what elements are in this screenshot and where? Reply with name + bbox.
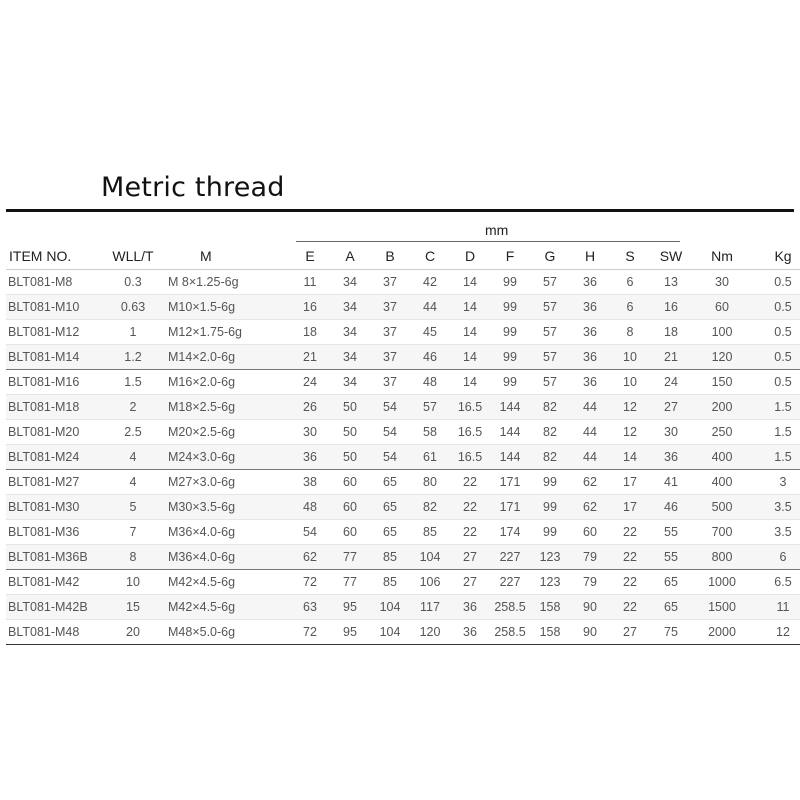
cell-m: M 8×1.25-6g [164,270,290,295]
cell-b: 65 [370,470,410,495]
cell-e: 72 [290,620,330,645]
cell-b: 37 [370,370,410,395]
cell-s: 8 [610,320,650,345]
cell-nm: 60 [692,295,752,320]
cell-sw: 65 [650,570,692,595]
cell-a: 60 [330,495,370,520]
cell-d: 14 [450,370,490,395]
cell-d: 16.5 [450,445,490,470]
cell-item-no: BLT081-M48 [6,620,102,645]
cell-c: 48 [410,370,450,395]
cell-s: 10 [610,345,650,370]
cell-s: 17 [610,495,650,520]
cell-wll: 5 [102,495,164,520]
cell-c: 120 [410,620,450,645]
cell-d: 14 [450,345,490,370]
cell-h: 60 [570,520,610,545]
header-g: G [530,243,570,270]
cell-kg: 0.5 [752,320,800,345]
cell-s: 17 [610,470,650,495]
cell-kg: 0.5 [752,270,800,295]
cell-c: 85 [410,520,450,545]
cell-g: 57 [530,320,570,345]
header-kg: Kg [752,243,800,270]
table-row [6,445,800,470]
cell-e: 62 [290,545,330,570]
cell-m: M20×2.5-6g [164,420,290,445]
cell-nm: 100 [692,320,752,345]
cell-b: 104 [370,595,410,620]
cell-h: 62 [570,470,610,495]
title-divider [6,209,794,212]
header-b: B [370,243,410,270]
cell-h: 36 [570,320,610,345]
cell-kg: 0.5 [752,295,800,320]
cell-item-no: BLT081-M42B [6,595,102,620]
page-title: Metric thread [101,172,285,203]
cell-wll: 15 [102,595,164,620]
cell-a: 95 [330,595,370,620]
cell-sw: 36 [650,445,692,470]
cell-c: 45 [410,320,450,345]
cell-h: 90 [570,620,610,645]
cell-s: 22 [610,545,650,570]
cell-f: 144 [490,445,530,470]
cell-f: 144 [490,395,530,420]
cell-f: 174 [490,520,530,545]
cell-s: 12 [610,420,650,445]
cell-g: 158 [530,620,570,645]
cell-wll: 0.3 [102,270,164,295]
cell-a: 34 [330,295,370,320]
cell-m: M10×1.5-6g [164,295,290,320]
cell-b: 104 [370,620,410,645]
cell-h: 79 [570,570,610,595]
cell-sw: 55 [650,520,692,545]
cell-f: 99 [490,320,530,345]
header-m: M [164,243,290,270]
cell-m: M36×4.0-6g [164,545,290,570]
cell-item-no: BLT081-M16 [6,370,102,395]
cell-sw: 24 [650,370,692,395]
cell-kg: 0.5 [752,370,800,395]
cell-b: 85 [370,570,410,595]
cell-item-no: BLT081-M14 [6,345,102,370]
cell-f: 99 [490,345,530,370]
cell-nm: 150 [692,370,752,395]
cell-s: 6 [610,270,650,295]
cell-e: 11 [290,270,330,295]
cell-nm: 700 [692,520,752,545]
cell-d: 27 [450,570,490,595]
cell-b: 37 [370,270,410,295]
cell-d: 36 [450,620,490,645]
header-nm: Nm [692,243,752,270]
cell-g: 57 [530,295,570,320]
cell-e: 30 [290,420,330,445]
unit-group-label: mm [485,222,509,238]
table-row [6,470,800,495]
cell-s: 10 [610,370,650,395]
cell-c: 61 [410,445,450,470]
cell-wll: 8 [102,545,164,570]
cell-e: 38 [290,470,330,495]
cell-f: 99 [490,370,530,395]
cell-kg: 1.5 [752,445,800,470]
header-c: C [410,243,450,270]
header-e: E [290,243,330,270]
cell-h: 36 [570,345,610,370]
cell-f: 227 [490,570,530,595]
cell-g: 123 [530,545,570,570]
cell-nm: 400 [692,470,752,495]
cell-nm: 200 [692,395,752,420]
cell-c: 117 [410,595,450,620]
table-row [6,520,800,545]
cell-h: 36 [570,370,610,395]
cell-a: 77 [330,570,370,595]
cell-kg: 1.5 [752,395,800,420]
cell-a: 60 [330,520,370,545]
cell-b: 37 [370,345,410,370]
cell-sw: 16 [650,295,692,320]
cell-c: 104 [410,545,450,570]
cell-kg: 11 [752,595,800,620]
table-row [6,295,800,320]
cell-m: M42×4.5-6g [164,570,290,595]
cell-d: 14 [450,295,490,320]
cell-a: 77 [330,545,370,570]
cell-c: 46 [410,345,450,370]
cell-m: M48×5.0-6g [164,620,290,645]
cell-b: 54 [370,395,410,420]
header-sw: SW [650,243,692,270]
cell-wll: 2.5 [102,420,164,445]
cell-a: 34 [330,320,370,345]
cell-m: M36×4.0-6g [164,520,290,545]
cell-item-no: BLT081-M42 [6,570,102,595]
cell-b: 37 [370,320,410,345]
cell-kg: 6.5 [752,570,800,595]
cell-a: 50 [330,395,370,420]
cell-sw: 27 [650,395,692,420]
cell-item-no: BLT081-M36 [6,520,102,545]
cell-g: 82 [530,445,570,470]
cell-g: 82 [530,395,570,420]
cell-f: 144 [490,420,530,445]
cell-item-no: BLT081-M36B [6,545,102,570]
cell-sw: 75 [650,620,692,645]
cell-e: 18 [290,320,330,345]
cell-f: 99 [490,295,530,320]
cell-g: 99 [530,520,570,545]
cell-nm: 1500 [692,595,752,620]
cell-m: M14×2.0-6g [164,345,290,370]
cell-sw: 46 [650,495,692,520]
cell-d: 22 [450,520,490,545]
cell-f: 258.5 [490,620,530,645]
table-row [6,620,800,645]
cell-b: 54 [370,445,410,470]
header-a: A [330,243,370,270]
cell-item-no: BLT081-M10 [6,295,102,320]
cell-a: 34 [330,370,370,395]
cell-wll: 20 [102,620,164,645]
cell-wll: 1 [102,320,164,345]
cell-nm: 400 [692,445,752,470]
cell-f: 171 [490,495,530,520]
cell-kg: 0.5 [752,345,800,370]
cell-b: 65 [370,520,410,545]
cell-e: 54 [290,520,330,545]
table-row [6,545,800,570]
cell-item-no: BLT081-M12 [6,320,102,345]
cell-d: 14 [450,270,490,295]
cell-g: 82 [530,420,570,445]
cell-a: 95 [330,620,370,645]
cell-wll: 10 [102,570,164,595]
cell-wll: 4 [102,470,164,495]
cell-e: 24 [290,370,330,395]
cell-item-no: BLT081-M30 [6,495,102,520]
cell-nm: 800 [692,545,752,570]
cell-sw: 55 [650,545,692,570]
cell-nm: 250 [692,420,752,445]
cell-c: 58 [410,420,450,445]
cell-d: 16.5 [450,395,490,420]
metric-thread-table [6,243,800,645]
cell-m: M42×4.5-6g [164,595,290,620]
cell-g: 99 [530,470,570,495]
cell-a: 60 [330,470,370,495]
cell-c: 82 [410,495,450,520]
cell-wll: 0.63 [102,295,164,320]
table-row [6,270,800,295]
cell-item-no: BLT081-M8 [6,270,102,295]
cell-c: 57 [410,395,450,420]
cell-h: 44 [570,420,610,445]
cell-nm: 1000 [692,570,752,595]
cell-wll: 7 [102,520,164,545]
cell-wll: 2 [102,395,164,420]
cell-m: M30×3.5-6g [164,495,290,520]
table-row [6,320,800,345]
table-row [6,370,800,395]
cell-h: 90 [570,595,610,620]
cell-m: M18×2.5-6g [164,395,290,420]
cell-g: 99 [530,495,570,520]
cell-nm: 2000 [692,620,752,645]
cell-d: 27 [450,545,490,570]
cell-s: 27 [610,620,650,645]
cell-d: 14 [450,320,490,345]
cell-kg: 3.5 [752,520,800,545]
cell-kg: 3 [752,470,800,495]
cell-g: 158 [530,595,570,620]
cell-kg: 12 [752,620,800,645]
unit-group-rule [296,241,680,242]
table-header-row [6,243,800,270]
cell-m: M24×3.0-6g [164,445,290,470]
cell-sw: 18 [650,320,692,345]
cell-sw: 13 [650,270,692,295]
cell-s: 14 [610,445,650,470]
header-item-no: ITEM NO. [6,243,102,270]
cell-g: 57 [530,270,570,295]
cell-item-no: BLT081-M20 [6,420,102,445]
cell-s: 12 [610,395,650,420]
header-s: S [610,243,650,270]
cell-kg: 6 [752,545,800,570]
cell-g: 123 [530,570,570,595]
cell-wll: 4 [102,445,164,470]
cell-f: 258.5 [490,595,530,620]
cell-g: 57 [530,345,570,370]
header-d: D [450,243,490,270]
table-row [6,595,800,620]
cell-d: 36 [450,595,490,620]
cell-f: 171 [490,470,530,495]
cell-m: M16×2.0-6g [164,370,290,395]
cell-d: 16.5 [450,420,490,445]
cell-kg: 1.5 [752,420,800,445]
table-row [6,495,800,520]
cell-a: 50 [330,420,370,445]
cell-h: 36 [570,270,610,295]
cell-e: 16 [290,295,330,320]
cell-h: 44 [570,395,610,420]
cell-sw: 41 [650,470,692,495]
cell-e: 26 [290,395,330,420]
cell-b: 37 [370,295,410,320]
cell-nm: 120 [692,345,752,370]
cell-b: 85 [370,545,410,570]
cell-c: 80 [410,470,450,495]
cell-e: 21 [290,345,330,370]
cell-a: 34 [330,270,370,295]
cell-e: 36 [290,445,330,470]
cell-sw: 65 [650,595,692,620]
cell-d: 22 [450,470,490,495]
cell-h: 36 [570,295,610,320]
cell-nm: 500 [692,495,752,520]
cell-item-no: BLT081-M24 [6,445,102,470]
cell-sw: 30 [650,420,692,445]
cell-s: 22 [610,520,650,545]
header-h: H [570,243,610,270]
cell-m: M12×1.75-6g [164,320,290,345]
cell-f: 99 [490,270,530,295]
table-body [6,270,800,645]
cell-e: 63 [290,595,330,620]
cell-nm: 30 [692,270,752,295]
cell-item-no: BLT081-M18 [6,395,102,420]
header-f: F [490,243,530,270]
cell-a: 34 [330,345,370,370]
cell-h: 62 [570,495,610,520]
cell-a: 50 [330,445,370,470]
cell-g: 57 [530,370,570,395]
cell-item-no: BLT081-M27 [6,470,102,495]
table-row [6,570,800,595]
header-wll: WLL/T [102,243,164,270]
cell-c: 42 [410,270,450,295]
cell-s: 22 [610,595,650,620]
cell-b: 65 [370,495,410,520]
cell-kg: 3.5 [752,495,800,520]
cell-d: 22 [450,495,490,520]
cell-m: M27×3.0-6g [164,470,290,495]
cell-f: 227 [490,545,530,570]
cell-s: 22 [610,570,650,595]
table-row [6,420,800,445]
cell-e: 72 [290,570,330,595]
cell-sw: 21 [650,345,692,370]
cell-wll: 1.5 [102,370,164,395]
cell-h: 79 [570,545,610,570]
table-row [6,395,800,420]
cell-c: 44 [410,295,450,320]
cell-e: 48 [290,495,330,520]
cell-b: 54 [370,420,410,445]
cell-s: 6 [610,295,650,320]
cell-wll: 1.2 [102,345,164,370]
cell-c: 106 [410,570,450,595]
table-row [6,345,800,370]
cell-h: 44 [570,445,610,470]
